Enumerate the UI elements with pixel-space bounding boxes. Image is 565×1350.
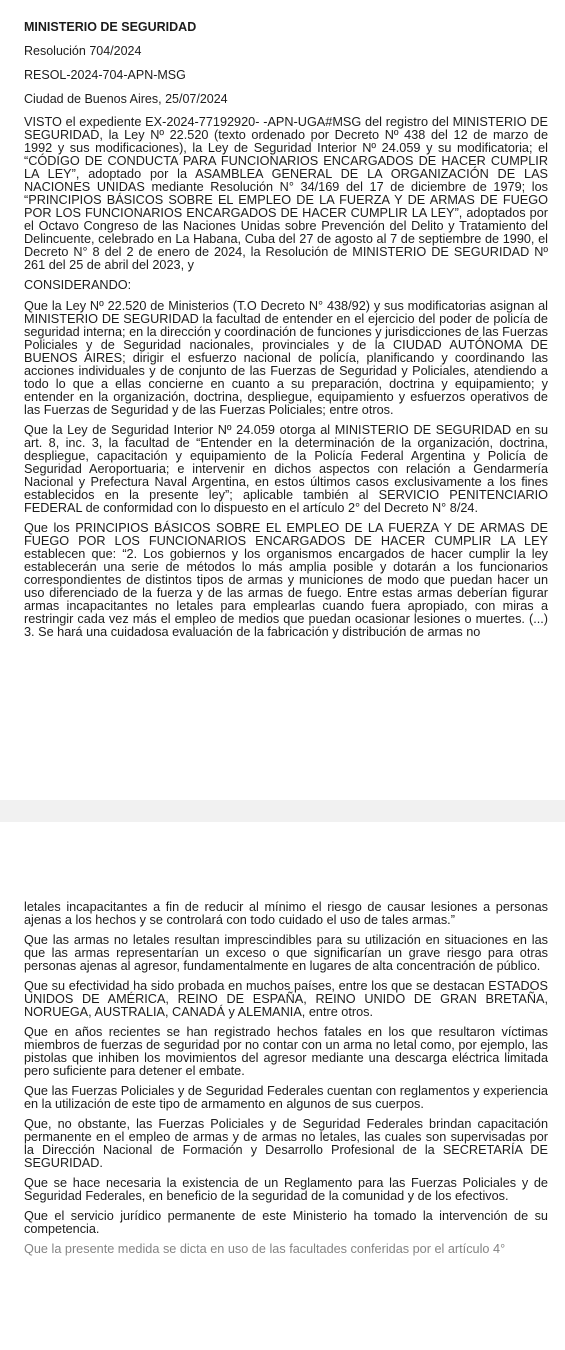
considerando-paragraph: Que los PRINCIPIOS BÁSICOS SOBRE EL EMPLEO DE LA FUERZA Y DE ARMAS DE FUEGO POR LOS FUNCIONARIOS ENCARGADOS DE HACER CUMPLIR LA LEY establecen que: “2. Los gobiernos y los organismos encargados de hacer cumplir la ley establecerán una serie de métodos lo más amplia posible y dotarán a los funcionarios correspondientes de distintos tipos de armas y municiones de modo que puedan hacer un uso diferenciado de la fuerza y de las armas de fuego. Entre estas armas deberían figurar armas incapacitantes no letales para emplearlas cuando fuera apropiado, con miras a restringir cada vez más el empleo de medios que puedan ocasionar lesiones o muertes. (...) 3. Se hará una cuidadosa evaluación de la fabricación y distribución de armas no — [24, 521, 548, 639]
considerando-heading: CONSIDERANDO: — [24, 278, 132, 292]
considerando-paragraph: Que en años recientes se han registrado hechos fatales en los que resultaron víctimas miembros de fuerzas de seguridad por no contar con un arma no letal como, por ejemplo, las pistolas que inhiben los movimientos del agresor mediante una descarga eléctrica limitada pero suficiente para detener el embate. — [24, 1025, 548, 1078]
considerando-paragraph: Que las Fuerzas Policiales y de Seguridad Federales cuentan con reglamentos y experiencia en la utilización de este tipo de armamento en algunos de sus cuerpos. — [24, 1084, 548, 1111]
considerando-paragraph: Que su efectividad ha sido probada en muchos países, entre los que se destacan ESTADOS UNIDOS DE AMÉRICA, REINO DE ESPAÑA, REINO UNIDO DE GRAN BRETAÑA, NORUEGA, AUSTRALIA, CANADÁ y ALEMANIA, entre otros. — [24, 979, 548, 1019]
page-separator — [0, 800, 565, 822]
place-date: Ciudad de Buenos Aires, 25/07/2024 — [24, 92, 228, 106]
page-2-content — [24, 901, 548, 1263]
page-1-content — [24, 16, 548, 646]
considerando-paragraph: Que el servicio jurídico permanente de este Ministerio ha tomado la intervención de su competencia. — [24, 1209, 548, 1236]
considerando-paragraph: Que las armas no letales resultan imprescindibles para su utilización en situaciones en las que las armas representarían un exceso o que significarían un grave riesgo para otras personas ajenas al agresor, fundamentalmente en lugares de alta concentración de público. — [24, 933, 548, 973]
resolution-number: Resolución 704/2024 — [24, 44, 142, 58]
visto-paragraph: VISTO el expediente EX-2024-77192920- -APN-UGA#MSG del registro del MINISTERIO DE SEGURIDAD, la Ley Nº 22.520 (texto ordenado por Decreto Nº 438 del 12 de marzo de 1992 y sus modificaciones), la Ley de Seguridad Interior Nº 24.059 y su modificatoria; el “CÓDIGO DE CONDUCTA PARA FUNCIONARIOS ENCARGADOS DE HACER CUMPLIR LA LEY”, adoptado por la ASAMBLEA GENERAL DE LA ORGANIZACIÓN DE LAS NACIONES UNIDAS mediante Resolución N° 34/169 del 17 de diciembre de 1979; los “PRINCIPIOS BÁSICOS SOBRE EL EMPLEO DE LA FUERZA Y DE ARMAS DE FUEGO POR LOS FUNCIONARIOS ENCARGADOS DE HACER CUMPLIR LA LEY”, adoptados por el Octavo Congreso de las Naciones Unidas sobre Prevención del Delito y Tratamiento del Delincuente, celebrado en La Habana, Cuba del 27 de agosto al 7 de septiembre de 1990, el Decreto N° 8 del 2 de enero de 2024, la Resolución de MINISTERIO DE SEGURIDAD Nº 261 del 25 de abril del 2023, y — [24, 115, 548, 272]
resolution-reference: RESOL-2024-704-APN-MSG — [24, 68, 186, 82]
ministry-title: MINISTERIO DE SEGURIDAD — [24, 20, 197, 34]
considerando-paragraph: Que, no obstante, las Fuerzas Policiales y de Seguridad Federales brindan capacitación permanente en el empleo de armas y de armas no letales, las cuales son supervisadas por la Dirección Nacional de Formación y Desarrollo Profesional de la SECRETARÍA DE SEGURIDAD. — [24, 1117, 548, 1170]
considerando-paragraph-cut: Que la presente medida se dicta en uso de las facultades conferidas por el artículo 4° — [24, 1242, 506, 1256]
document-page-2 — [0, 822, 565, 1350]
considerando-paragraph: letales incapacitantes a fin de reducir al mínimo el riesgo de causar lesiones a personas ajenas a los hechos y se controlará con todo cuidado el uso de tales armas.” — [24, 900, 548, 927]
considerando-paragraph: Que la Ley Nº 22.520 de Ministerios (T.O Decreto N° 438/92) y sus modificatorias asignan al MINISTERIO DE SEGURIDAD la facultad de entender en el ejercicio del poder de policía de seguridad interna; en la dirección y coordinación de funciones y jurisdicciones de las Fuerzas Policiales y de Seguridad nacionales, provinciales y de la CIUDAD AUTÓNOMA DE BUENOS AIRES; dirigir el esfuerzo nacional de policía, planificando y coordinando las acciones individuales y de conjunto de las Fuerzas de Seguridad y Policiales, atendiendo a todo lo que a ellas concierne en cuanto a su preparación, doctrina y equipamiento; y entender en la organización, doctrina, despliegue, equipamiento y esfuerzos operativos de las Fuerzas de Seguridad y de las Fuerzas Policiales; entre otros. — [24, 299, 549, 417]
considerando-paragraph: Que la Ley de Seguridad Interior Nº 24.059 otorga al MINISTERIO DE SEGURIDAD en su art. 8, inc. 3, la facultad de “Entender en la determinación de la organización, doctrina, despliegue, capacitación y equipamiento de la Policía Federal Argentina y Policía de Seguridad Aeroportuaria; e intervenir en dichos aspectos con relación a Gendarmería Nacional y Prefectura Naval Argentina, en estos últimos casos exclusivamente a los fines establecidos en la presente ley”; aplicable también al SERVICIO PENITENCIARIO FEDERAL de conformidad con lo dispuesto en el artículo 2° del Decreto N° 8/24. — [24, 423, 548, 515]
considerando-paragraph: Que se hace necesaria la existencia de un Reglamento para las Fuerzas Policiales y de Seguridad Federales, en beneficio de la seguridad de la comunidad y de los efectivos. — [24, 1176, 548, 1203]
